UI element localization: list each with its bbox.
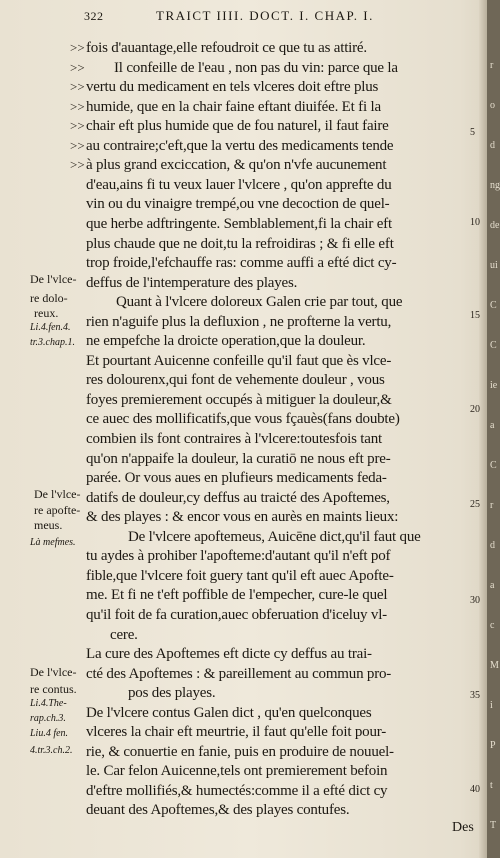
quote-mark: >> [70,118,85,134]
bleed-through-glyph: C [490,300,497,311]
page-edge [479,0,487,858]
bleed-through-glyph: ui [490,260,498,271]
text-line: que herbe adftringente. Semblablement,fi la chair eft [86,215,392,232]
bleed-through-glyph: i [490,700,493,711]
quote-mark: >> [70,40,85,55]
quote-mark: >> [70,98,85,114]
margin-note: re dolo- [30,291,68,305]
bleed-through-glyph: de [490,220,500,231]
text-line: datifs de douleur,cy deffus au traicté des Apoftemes, [86,489,390,506]
line-number: 10 [470,217,480,228]
text-line: trop froide,l'efchauffe ras: comme auffi a efté dict cy- [86,255,397,272]
bleed-through-glyph: T [490,820,497,831]
bleed-through-glyph: o [490,100,495,111]
quote-mark: >> [70,137,85,153]
text-line: tu aydes à prohiber l'apofteme:d'autant qu'il n'eft pof [86,548,391,565]
bleed-through-glyph: C [490,340,497,351]
text-line: La cure des Apoftemes eft dicte cy deffus au trai- [86,646,372,663]
quote-mark: >> [70,79,85,95]
bleed-through-glyph: d [490,140,495,151]
line-number: 20 [470,404,480,415]
text-line: Et pourtant Auicenne confeille qu'il faut que ès vlce- [86,352,392,369]
margin-note: 4.tr.3.ch.2. [30,745,73,756]
text-line: le. Car felon Auicenne,tels ont premierement befoin [86,763,388,780]
quote-mark: >> [70,157,85,173]
line-number: 5 [470,127,475,138]
bleed-through-glyph: ng [490,180,500,191]
text-line: Quant à l'vlcere doloreux Galen crie par tout, que [116,294,403,311]
running-header [84,8,484,34]
catchword: Des [452,820,474,835]
text-line: fible,que l'vlcere foit guery tant qu'il eft auec Apofte- [86,567,394,584]
bleed-through-glyph: P [490,740,496,751]
margin-note: re apofte- [34,503,81,517]
line-number: 15 [470,310,480,321]
bleed-through-glyph: d [490,540,495,551]
text-line: au contraire;c'eft,que la vertu des medicaments tende [86,137,394,154]
margin-note: reux. [34,306,59,320]
running-title: TRAICT IIII. DOCT. I. CHAP. I. [156,8,374,23]
text-line: fois d'auantage,elle refoudroit ce que tu as attiré. [86,40,367,56]
text-line: vlceres la chair eft meurtrie, il faut qu'elle foit pour- [86,724,387,741]
page-number: 322 [84,9,104,23]
text-line: De l'vlcere apoftemeus, Auicēne dict,qu'il faut que [128,528,421,545]
bleed-through-glyph: M [490,660,499,671]
text-line: parée. Or vous aues en plufieurs medicaments feda- [86,470,387,487]
bleed-through-glyph: a [490,580,495,591]
line-number: 25 [470,499,480,510]
margin-note: meus. [34,518,63,532]
text-line: ce auec des mollificatifs,que vous fçauès(fans doubte) [86,411,400,428]
text-line: & des playes : & encor vous en aurès en maints lieux: [86,509,399,526]
margin-note: Liu.4 fen. [30,728,69,739]
text-line: Il confeille de l'eau , non pas du vin: parce que la [114,59,398,76]
text-line: deffus de l'intemperature des playes. [86,274,298,291]
quote-mark: >> [70,59,85,75]
text-line: deuant des Apoftemes,& des playes contufes. [86,802,350,819]
margin-note: Li.4.fen.4. [30,322,71,333]
text-line: combien ils font contraires à l'vlcere:toutesfois tant [86,431,382,447]
line-number: 40 [470,784,480,795]
text-line: cere. [110,626,138,643]
text-line: chair eft plus humide que de fou naturel, il faut faire [86,118,389,135]
text-line: rien n'aguife plus la defluxion , ne profterne la vertu, [86,313,392,330]
margin-note: De l'vlce- [30,665,77,679]
bleed-through-glyph: r [490,500,494,511]
text-line: vin ou du vinaigre trempé,ou vne decoction de quel- [86,196,390,213]
bleed-through-glyph: C [490,460,497,471]
text-line: plus chaude que ne doit,tu la refroidiras ; & fi elle eft [86,235,394,252]
line-number: 30 [470,595,480,606]
text-line: humide, que en la chair faine eftant diuifée. Et fi la [86,98,381,115]
line-number: 35 [470,690,480,701]
bleed-through-glyph: r [490,60,494,71]
text-line: res dolourenx,qui font de vehemente douleur , vous [86,372,385,389]
margin-note: Là mefmes. [30,537,76,548]
text-line: ne empefche la droicte operation,que la douleur. [86,333,366,350]
margin-note: Li.4.The- [30,698,67,709]
margin-note: De l'vlce- [34,487,81,501]
text-line: me. Et fi ne t'eft poffible de l'empecher, cure-le quel [86,587,388,604]
text-line: cté des Apoftemes : & pareillement au commun pro- [86,665,392,682]
text-line: d'eftre mollifiés,& humectés:comme il a efté dict cy [86,782,388,799]
text-line: qu'on n'appaife la douleur, la curatiō ne nous eft pre- [86,450,391,467]
text-line: d'eau,ains fi tu veux lauer l'vlcere , qu'on apprefte du [86,176,392,193]
text-line: qu'il foit de fa curation,auec obferuation d'iceluy vl- [86,606,387,623]
bleed-through-glyph: ie [490,380,498,391]
text-line: foyes premierement occupés à mitiguer la douleur,& [86,391,392,408]
text-line: vertu du medicament en tels vlceres doit eftre plus [86,79,379,96]
margin-note: De l'vlce- [30,272,77,286]
margin-note: re contus. [30,682,77,696]
bleed-through-glyph: t [490,780,493,791]
text-line: à plus grand exciccation, & qu'on n'vfe aucunement [86,157,387,174]
margin-note: rap.ch.3. [30,713,66,724]
bleed-through-glyph: a [490,420,495,431]
margin-note: tr.3.chap.1. [30,337,75,348]
bleed-through-glyph: c [490,620,495,631]
text-line: De l'vlcere contus Galen dict , qu'en quelconques [86,704,372,721]
text-line: rie, & conuertie en fanie, puis en produire de nouuel- [86,743,394,760]
text-line: pos des playes. [128,685,216,702]
